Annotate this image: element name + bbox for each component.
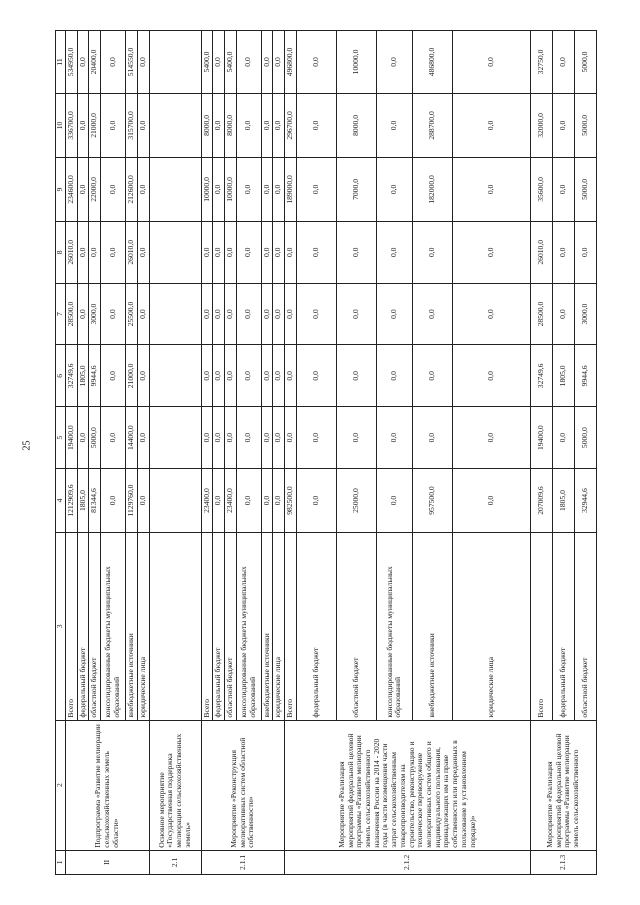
amount-cell: 0,0 <box>376 31 412 94</box>
amount-cell: 8000,0 <box>336 93 376 157</box>
funding-source: юридические лица <box>137 533 149 721</box>
amount-cell <box>149 31 201 94</box>
row-code: II <box>66 850 150 874</box>
amount-cell: 0,0 <box>285 407 297 469</box>
col-num: 11 <box>56 31 66 94</box>
amount-cell: 0,0 <box>137 345 149 407</box>
funding-source: федеральный бюджет <box>552 533 574 721</box>
amount-cell: 0,0 <box>137 407 149 469</box>
row-code: 2.1.2 <box>285 850 531 874</box>
funding-source: внебюджетные источники <box>261 533 273 721</box>
amount-cell: 32944,6 <box>574 469 596 533</box>
amount-cell: 0,0 <box>296 221 336 283</box>
amount-cell: 32750,0 <box>530 31 552 94</box>
amount-cell: 0,0 <box>412 283 452 345</box>
amount-cell: 957500,0 <box>412 469 452 533</box>
amount-cell: 0,0 <box>89 221 101 283</box>
amount-cell: 0,0 <box>296 407 336 469</box>
program-name: Мероприятие «Реализация мероприятий федеральной целевой программы «Развитие мелиорации земель сельскохозяйственного назначения России на 2014 - 2020 годы (в части возмещения части затрат сельскохозяйственным товаропроизводителям на строительство, реконструкцию и техническое перевооружение мелиоративных систем общего и индивидуального пользования, принадлежащих им на праве собственности или переданных в пользование в установленном порядке)» <box>285 720 531 850</box>
amount-cell: 26010,0 <box>66 221 78 283</box>
amount-cell: 0,0 <box>336 407 376 469</box>
amount-cell: 0,0 <box>213 31 225 94</box>
amount-cell: 0,0 <box>574 221 596 283</box>
amount-cell: 0,0 <box>225 407 237 469</box>
amount-cell: 5000,0 <box>574 31 596 94</box>
amount-cell: 0,0 <box>412 345 452 407</box>
amount-cell: 514550,0 <box>126 31 138 94</box>
column-numbers-row <box>56 31 66 875</box>
amount-cell <box>149 345 201 407</box>
amount-cell: 0,0 <box>101 283 126 345</box>
amount-cell: 19400,0 <box>66 407 78 469</box>
amount-cell: 7000,0 <box>336 157 376 221</box>
col-num: 3 <box>56 533 66 721</box>
amount-cell: 0,0 <box>285 283 297 345</box>
amount-cell: 5000,0 <box>574 93 596 157</box>
amount-cell: 0,0 <box>137 157 149 221</box>
amount-cell: 0,0 <box>336 283 376 345</box>
funding-source: областной бюджет <box>225 533 237 721</box>
amount-cell: 0,0 <box>101 345 126 407</box>
amount-cell: 0,0 <box>552 221 574 283</box>
amount-cell: 0,0 <box>201 283 213 345</box>
amount-cell: 0,0 <box>273 157 285 221</box>
amount-cell: 0,0 <box>213 157 225 221</box>
amount-cell: 0,0 <box>261 93 273 157</box>
amount-cell: 315700,0 <box>126 93 138 157</box>
amount-cell: 0,0 <box>452 407 530 469</box>
table-row <box>285 31 297 875</box>
amount-cell: 25000,0 <box>336 469 376 533</box>
col-num: 10 <box>56 93 66 157</box>
amount-cell: 32749,6 <box>530 345 552 407</box>
amount-cell: 0,0 <box>201 221 213 283</box>
funding-source: Всего <box>530 533 552 721</box>
amount-cell: 23400,0 <box>225 469 237 533</box>
funding-table <box>55 30 597 875</box>
amount-cell: 0,0 <box>77 283 89 345</box>
amount-cell: 22000,0 <box>89 157 101 221</box>
amount-cell: 0,0 <box>376 407 412 469</box>
funding-source: юридические лица <box>273 533 285 721</box>
amount-cell: 5400,0 <box>225 31 237 94</box>
program-name: Мероприятие «Реконструкция мелиоративных систем областной собственности» <box>201 720 285 850</box>
amount-cell <box>149 469 201 533</box>
amount-cell: 0,0 <box>296 469 336 533</box>
table-row <box>149 31 201 875</box>
amount-cell: 0,0 <box>261 345 273 407</box>
amount-cell: 1805,0 <box>552 469 574 533</box>
amount-cell: 14400,0 <box>126 407 138 469</box>
amount-cell: 0,0 <box>452 93 530 157</box>
program-name: Подпрограмма «Развитие мелиорации сельскохозяйственных земель области» <box>66 720 150 850</box>
funding-source: федеральный бюджет <box>213 533 225 721</box>
amount-cell: 0,0 <box>296 345 336 407</box>
amount-cell: 0,0 <box>213 407 225 469</box>
amount-cell: 32749,6 <box>66 345 78 407</box>
funding-source: внебюджетные источники <box>126 533 138 721</box>
amount-cell: 0,0 <box>376 469 412 533</box>
amount-cell: 9944,6 <box>89 345 101 407</box>
amount-cell: 9944,6 <box>574 345 596 407</box>
amount-cell: 212600,0 <box>126 157 138 221</box>
amount-cell: 1805,0 <box>77 345 89 407</box>
amount-cell: 0,0 <box>77 221 89 283</box>
amount-cell: 0,0 <box>236 93 261 157</box>
amount-cell: 5000,0 <box>574 157 596 221</box>
amount-cell: 1805,0 <box>552 345 574 407</box>
col-num: 1 <box>56 850 66 874</box>
amount-cell: 0,0 <box>296 31 336 94</box>
amount-cell: 0,0 <box>452 157 530 221</box>
amount-cell: 20400,0 <box>89 31 101 94</box>
amount-cell: 0,0 <box>101 157 126 221</box>
amount-cell: 288700,0 <box>412 93 452 157</box>
amount-cell: 5400,0 <box>201 31 213 94</box>
amount-cell: 0,0 <box>137 93 149 157</box>
amount-cell: 0,0 <box>552 31 574 94</box>
amount-cell: 234600,0 <box>66 157 78 221</box>
amount-cell: 0,0 <box>225 345 237 407</box>
col-num: 6 <box>56 345 66 407</box>
amount-cell: 28500,0 <box>530 283 552 345</box>
col-num: 2 <box>56 720 66 850</box>
amount-cell: 0,0 <box>296 283 336 345</box>
amount-cell: 982500,0 <box>285 469 297 533</box>
amount-cell: 0,0 <box>236 283 261 345</box>
amount-cell: 189000,0 <box>285 157 297 221</box>
amount-cell: 35600,0 <box>530 157 552 221</box>
amount-cell: 0,0 <box>261 221 273 283</box>
amount-cell: 0,0 <box>137 31 149 94</box>
amount-cell: 534950,0 <box>66 31 78 94</box>
amount-cell: 0,0 <box>137 221 149 283</box>
amount-cell: 1805,0 <box>77 469 89 533</box>
amount-cell: 0,0 <box>77 157 89 221</box>
amount-cell: 0,0 <box>552 283 574 345</box>
amount-cell: 0,0 <box>101 221 126 283</box>
amount-cell: 0,0 <box>376 221 412 283</box>
funding-source: федеральный бюджет <box>77 533 89 721</box>
amount-cell: 0,0 <box>336 345 376 407</box>
amount-cell: 0,0 <box>213 345 225 407</box>
amount-cell: 25500,0 <box>126 283 138 345</box>
table-row <box>66 31 78 875</box>
amount-cell: 23400,0 <box>201 469 213 533</box>
amount-cell: 486800,0 <box>412 31 452 94</box>
program-name: Мероприятие «Реализация мероприятий федеральной целевой программы «Развитие мелиорации земель сельскохозяйственного <box>530 720 596 850</box>
amount-cell: 0,0 <box>273 93 285 157</box>
amount-cell: 0,0 <box>552 93 574 157</box>
amount-cell: 0,0 <box>376 345 412 407</box>
funding-source: областной бюджет <box>336 533 376 721</box>
col-num: 4 <box>56 469 66 533</box>
amount-cell <box>149 407 201 469</box>
amount-cell: 0,0 <box>376 283 412 345</box>
amount-cell: 336700,0 <box>66 93 78 157</box>
table-row <box>530 31 552 875</box>
funding-source: консолидированные бюджеты муниципальных образований <box>236 533 261 721</box>
amount-cell <box>149 93 201 157</box>
amount-cell: 0,0 <box>296 93 336 157</box>
table-body <box>66 31 597 875</box>
amount-cell: 0,0 <box>336 221 376 283</box>
amount-cell <box>149 157 201 221</box>
amount-cell: 0,0 <box>101 407 126 469</box>
amount-cell: 0,0 <box>261 469 273 533</box>
amount-cell: 182000,0 <box>412 157 452 221</box>
amount-cell: 81344,6 <box>89 469 101 533</box>
amount-cell: 0,0 <box>77 31 89 94</box>
amount-cell: 0,0 <box>101 469 126 533</box>
funding-source: областной бюджет <box>89 533 101 721</box>
amount-cell: 8000,0 <box>225 93 237 157</box>
amount-cell: 0,0 <box>101 93 126 157</box>
amount-cell: 0,0 <box>261 283 273 345</box>
amount-cell: 0,0 <box>225 221 237 283</box>
amount-cell: 0,0 <box>273 31 285 94</box>
col-num: 7 <box>56 283 66 345</box>
amount-cell: 496800,0 <box>285 31 297 94</box>
amount-cell: 32000,0 <box>530 93 552 157</box>
amount-cell <box>149 221 201 283</box>
amount-cell: 0,0 <box>273 469 285 533</box>
table-row <box>201 31 213 875</box>
row-code: 2.1.1 <box>201 850 285 874</box>
funding-source: Всего <box>201 533 213 721</box>
amount-cell: 21000,0 <box>89 93 101 157</box>
amount-cell: 207009,6 <box>530 469 552 533</box>
amount-cell: 0,0 <box>137 469 149 533</box>
amount-cell: 0,0 <box>273 407 285 469</box>
amount-cell <box>149 283 201 345</box>
funding-source: областной бюджет <box>574 533 596 721</box>
amount-cell: 0,0 <box>236 407 261 469</box>
amount-cell: 0,0 <box>452 469 530 533</box>
amount-cell: 0,0 <box>225 283 237 345</box>
amount-cell: 26010,0 <box>530 221 552 283</box>
program-name: Основное мероприятие «Государственная поддержка мелиорации сельскохозяйственных земель» <box>149 720 201 850</box>
amount-cell: 0,0 <box>452 31 530 94</box>
amount-cell: 0,0 <box>236 469 261 533</box>
amount-cell: 0,0 <box>77 93 89 157</box>
amount-cell: 0,0 <box>201 345 213 407</box>
row-code: 2.1.3 <box>530 850 596 874</box>
amount-cell: 3000,0 <box>574 283 596 345</box>
amount-cell: 0,0 <box>452 345 530 407</box>
amount-cell: 0,0 <box>213 93 225 157</box>
amount-cell: 0,0 <box>236 221 261 283</box>
funding-source: консолидированные бюджеты муниципальных образований <box>376 533 412 721</box>
amount-cell: 0,0 <box>101 31 126 94</box>
amount-cell: 0,0 <box>261 31 273 94</box>
amount-cell: 3000,0 <box>89 283 101 345</box>
col-num: 8 <box>56 221 66 283</box>
amount-cell: 0,0 <box>236 157 261 221</box>
amount-cell: 0,0 <box>213 469 225 533</box>
amount-cell: 0,0 <box>412 407 452 469</box>
amount-cell: 0,0 <box>296 157 336 221</box>
funding-source <box>149 533 201 721</box>
funding-source: Всего <box>285 533 297 721</box>
amount-cell: 10000,0 <box>336 31 376 94</box>
amount-cell: 296700,0 <box>285 93 297 157</box>
funding-source: юридические лица <box>452 533 530 721</box>
amount-cell: 0,0 <box>285 345 297 407</box>
amount-cell: 0,0 <box>261 157 273 221</box>
amount-cell: 0,0 <box>261 407 273 469</box>
amount-cell: 0,0 <box>213 283 225 345</box>
amount-cell: 0,0 <box>452 221 530 283</box>
funding-source: консолидированные бюджеты муниципальных образований <box>101 533 126 721</box>
funding-source: Всего <box>66 533 78 721</box>
amount-cell: 28500,0 <box>66 283 78 345</box>
col-num: 9 <box>56 157 66 221</box>
rotated-table-container <box>55 30 610 875</box>
funding-source: федеральный бюджет <box>296 533 336 721</box>
funding-source: внебюджетные источники <box>412 533 452 721</box>
amount-cell: 0,0 <box>236 345 261 407</box>
col-num: 5 <box>56 407 66 469</box>
amount-cell: 1129760,0 <box>126 469 138 533</box>
amount-cell: 0,0 <box>213 221 225 283</box>
amount-cell: 0,0 <box>201 407 213 469</box>
amount-cell: 0,0 <box>273 283 285 345</box>
amount-cell: 0,0 <box>376 93 412 157</box>
amount-cell: 0,0 <box>376 157 412 221</box>
amount-cell: 1212909,6 <box>66 469 78 533</box>
amount-cell: 0,0 <box>452 283 530 345</box>
row-code: 2.1 <box>149 850 201 874</box>
page-number: 25 <box>21 440 33 451</box>
amount-cell: 0,0 <box>236 31 261 94</box>
amount-cell: 0,0 <box>137 283 149 345</box>
amount-cell: 0,0 <box>273 345 285 407</box>
amount-cell: 0,0 <box>412 221 452 283</box>
amount-cell: 5000,0 <box>574 407 596 469</box>
amount-cell: 0,0 <box>552 157 574 221</box>
amount-cell: 8000,0 <box>201 93 213 157</box>
amount-cell: 0,0 <box>285 221 297 283</box>
amount-cell: 0,0 <box>273 221 285 283</box>
amount-cell: 21000,0 <box>126 345 138 407</box>
amount-cell: 26010,0 <box>126 221 138 283</box>
amount-cell: 0,0 <box>552 407 574 469</box>
amount-cell: 10000,0 <box>201 157 213 221</box>
amount-cell: 19400,0 <box>530 407 552 469</box>
amount-cell: 0,0 <box>77 407 89 469</box>
amount-cell: 10000,0 <box>225 157 237 221</box>
amount-cell: 5000,0 <box>89 407 101 469</box>
